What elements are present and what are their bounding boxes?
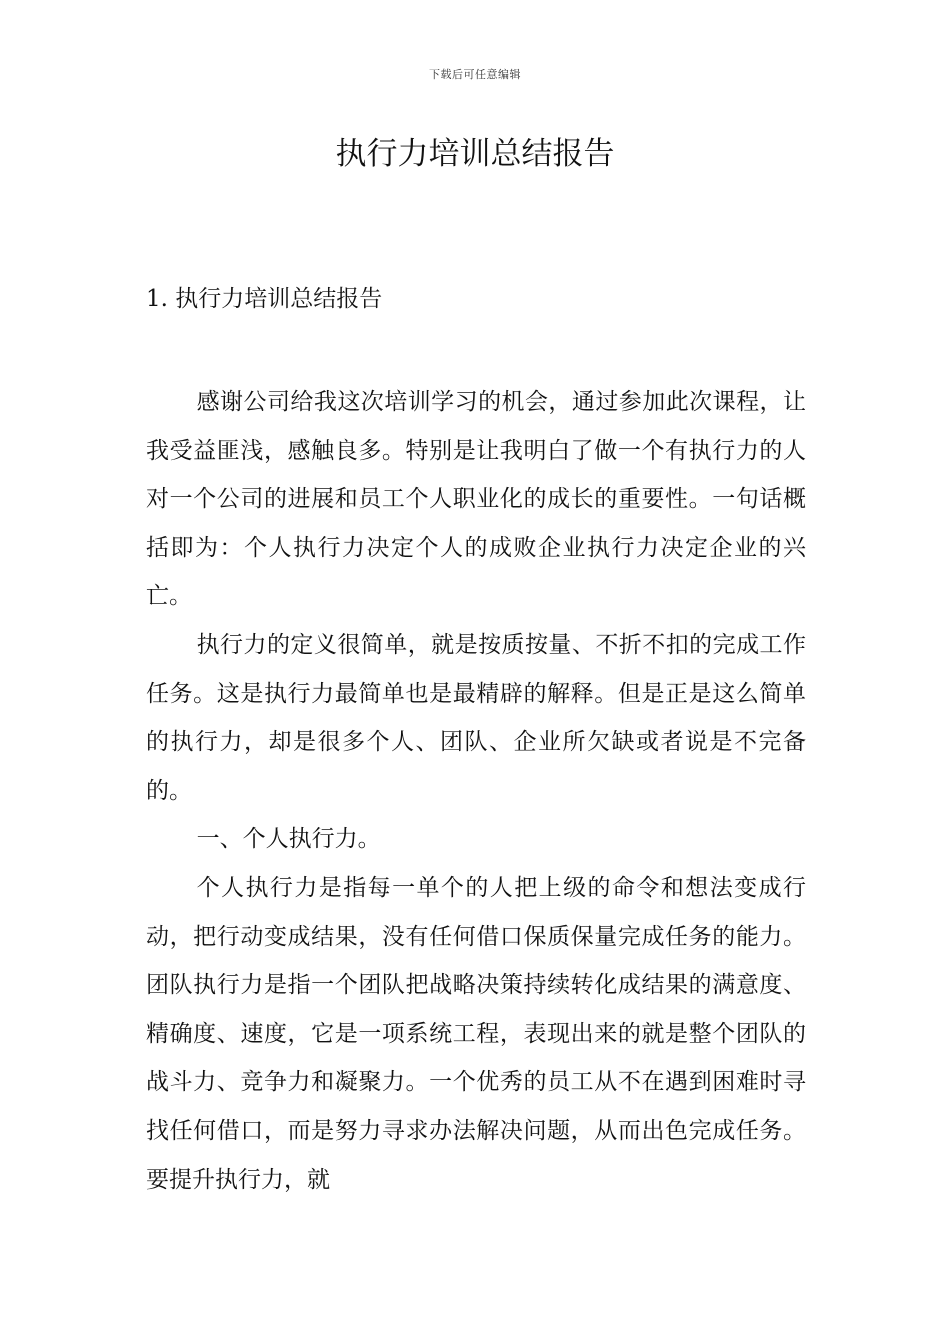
section-heading: 1. 执行力培训总结报告	[146, 286, 383, 312]
paragraph: 个人执行力是指每一单个的人把上级的命令和想法变成行动，把行动变成结果，没有任何借口保质保量完成任务的能力。团队执行力是指一个团队把战略决策持续转化成结果的满意度、精确度、速度，它是一项系统工程，表现出来的就是整个团队的战斗力、竞争力和凝聚力。一个优秀的员工从不在遇到困难时寻找任何借口，而是努力寻求办法解决问题，从而出色完成任务。要提升执行力，就	[146, 874, 806, 1193]
paragraph: 感谢公司给我这次培训学习的机会，通过参加此次课程，让我受益匪浅，感触良多。特别是让我明白了做一个有执行力的人对一个公司的进展和员工个人职业化的成长的重要性。一句话概括即为：个人执行力决定个人的成败企业执行力决定企业的兴亡。	[146, 389, 806, 610]
header-note: 下载后可任意编辑	[429, 68, 521, 81]
document-body	[146, 378, 806, 1204]
subheading-paragraph: 一、个人执行力。	[196, 826, 381, 853]
document-title: 执行力培训总结报告	[335, 136, 615, 172]
paragraph: 执行力的定义很简单，就是按质按量、不折不扣的完成工作任务。这是执行力最简单也是最精辟的解释。但是正是这么简单的执行力，却是很多个人、团队、企业所欠缺或者说是不完备的。	[146, 631, 806, 804]
